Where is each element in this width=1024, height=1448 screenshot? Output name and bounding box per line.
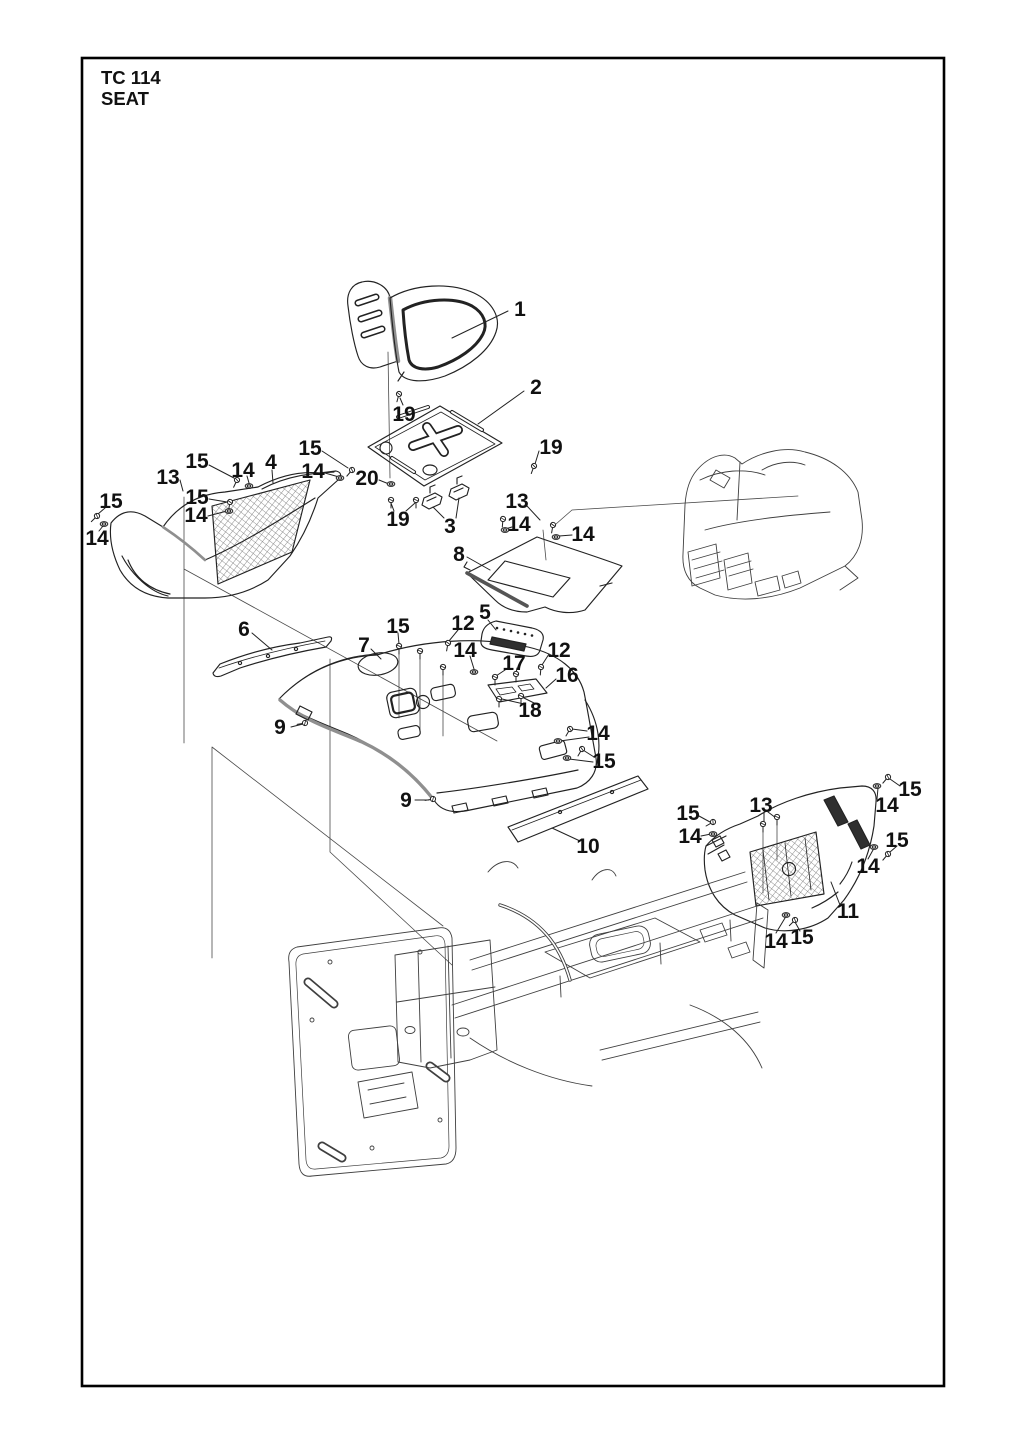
callout-label: 14 bbox=[507, 513, 531, 536]
callout-label: 15 bbox=[676, 802, 700, 825]
callout-label: 14 bbox=[184, 504, 208, 527]
callout-label: 15 bbox=[592, 750, 616, 773]
callout-label: 11 bbox=[836, 900, 860, 923]
doc-code: TC 114 bbox=[101, 67, 161, 88]
callout-label: 16 bbox=[555, 664, 579, 687]
callout-label: 14 bbox=[678, 825, 702, 848]
doc-title: SEAT bbox=[101, 88, 149, 109]
callout-label: 13 bbox=[749, 794, 773, 817]
callout-label: 7 bbox=[358, 634, 370, 657]
callout-label: 17 bbox=[502, 652, 526, 675]
callout-label: 5 bbox=[479, 601, 491, 624]
callout-label: 19 bbox=[386, 508, 410, 531]
callout-label: 9 bbox=[274, 716, 286, 739]
callout-label: 20 bbox=[355, 467, 379, 490]
callout-label: 15 bbox=[885, 829, 909, 852]
callout-label: 14 bbox=[231, 459, 255, 482]
callout-label: 15 bbox=[790, 926, 814, 949]
callout-label: 13 bbox=[156, 466, 180, 489]
callout-label: 14 bbox=[764, 930, 788, 953]
callout-label: 13 bbox=[505, 490, 529, 513]
callout-label: 19 bbox=[392, 403, 416, 426]
callout-label: 10 bbox=[576, 835, 600, 858]
callout-label: 15 bbox=[298, 437, 322, 460]
callout-label: 4 bbox=[265, 451, 277, 474]
callout-label: 14 bbox=[85, 527, 109, 550]
callout-label: 6 bbox=[238, 618, 250, 641]
callout-label: 15 bbox=[185, 450, 209, 473]
callout-label: 14 bbox=[453, 639, 477, 662]
callout-label: 8 bbox=[453, 543, 465, 566]
callout-label: 9 bbox=[400, 789, 412, 812]
callout-label: 12 bbox=[451, 612, 475, 635]
callout-label: 14 bbox=[856, 855, 880, 878]
callout-label: 12 bbox=[547, 639, 571, 662]
callout-label: 14 bbox=[301, 460, 325, 483]
callout-label: 3 bbox=[444, 515, 456, 538]
callout-label: 15 bbox=[386, 615, 410, 638]
callout-label: 14 bbox=[586, 722, 610, 745]
callout-label: 15 bbox=[99, 490, 123, 513]
callout-label: 19 bbox=[539, 436, 563, 459]
callout-label: 18 bbox=[518, 699, 542, 722]
callout-label: 2 bbox=[530, 376, 542, 399]
callout-label: 1 bbox=[514, 298, 526, 321]
page-border bbox=[82, 58, 944, 1386]
callout-label: 15 bbox=[185, 486, 209, 509]
callout-label: 14 bbox=[571, 523, 595, 546]
callout-label: 14 bbox=[875, 794, 899, 817]
callout-label: 15 bbox=[898, 778, 922, 801]
